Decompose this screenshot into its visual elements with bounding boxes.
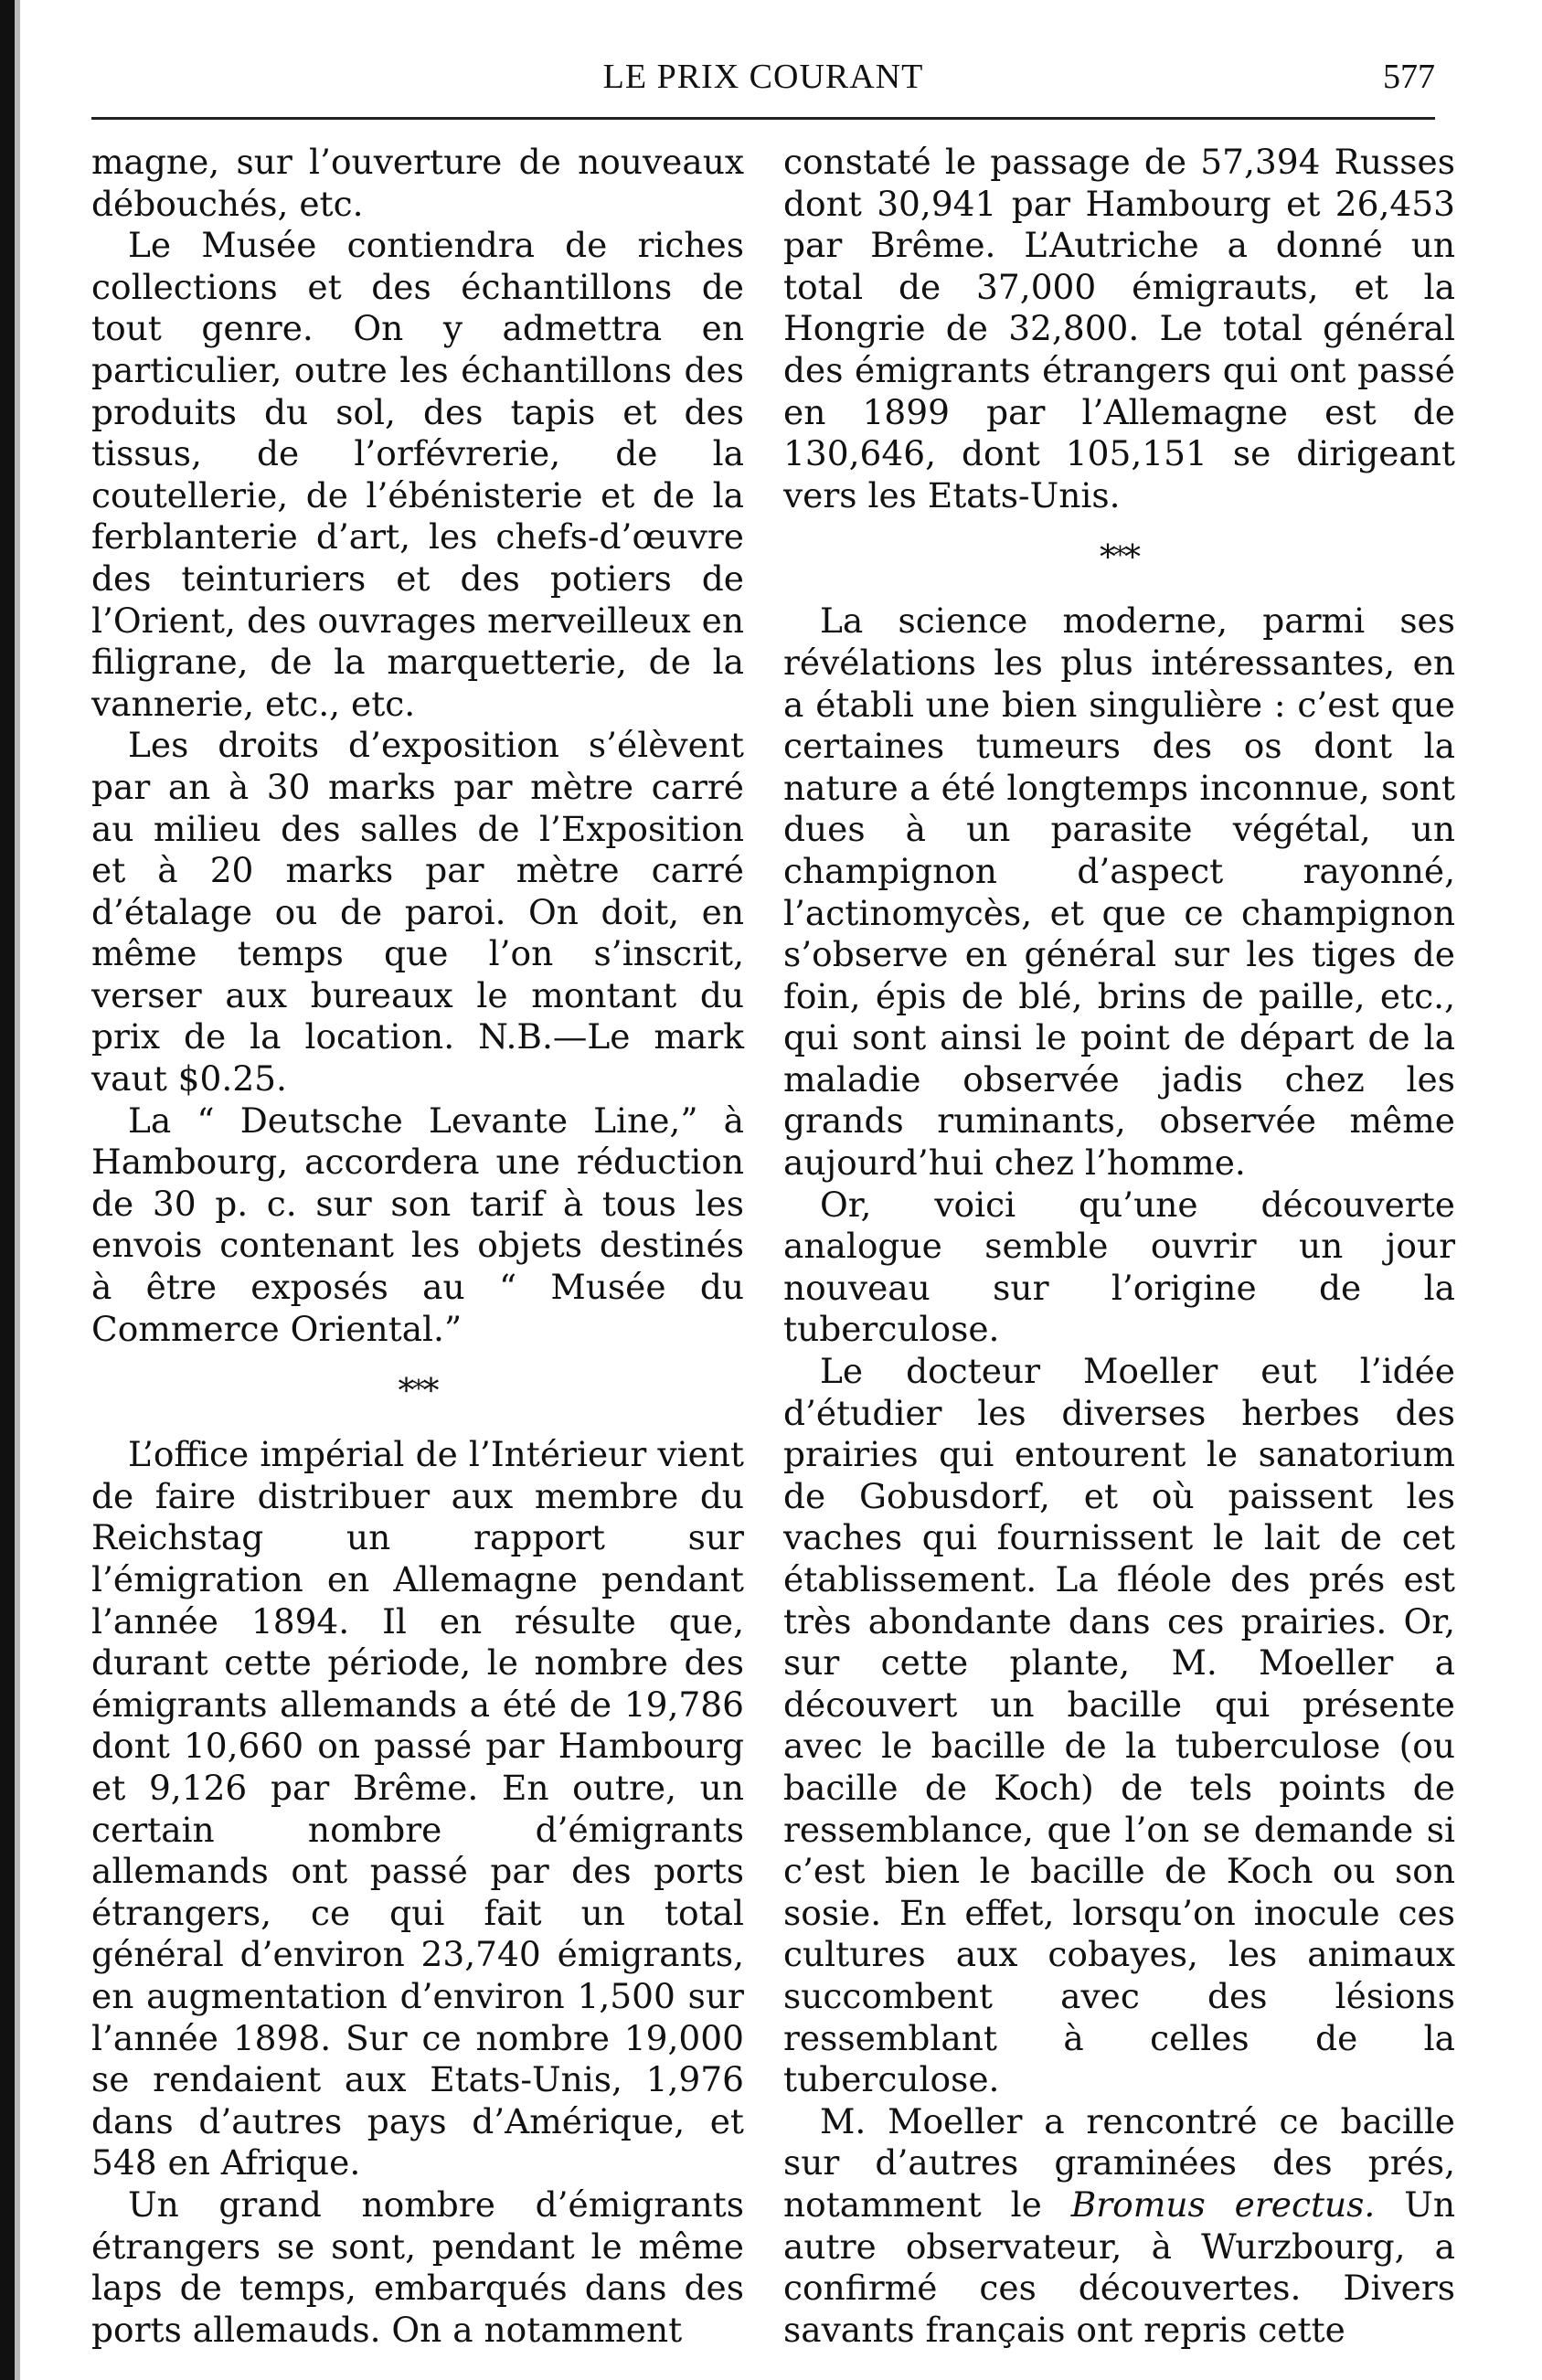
page-number: 577: [1383, 58, 1435, 96]
paragraph: La “ Deutsche Levante Line,” à Hambourg, accordera une réduction de 30 p. c. sur son tarif à tous les envois contenant les objets destinés à être exposés au “ Musée du Commerce Oriental.”: [91, 1100, 744, 1349]
paragraph-text: Un autre observateur, à Wurzbourg, a confirmé ces découvertes. Divers savants français ont repris cette: [783, 2183, 1456, 2350]
scan-border: [0, 0, 15, 2380]
paragraph: La science moderne, parmi ses révélations les plus intéressantes, en a établi une bien singulière : c’est que certaines tumeurs des os dont la nature a été longtemps inconnue, sont dues à un parasite végétal, un champignon d’aspect rayonné, l’actinomycès, et que ce champignon s’observe en général sur les tiges de foin, épis de blé, brins de paille, etc., qui sont ainsi le point de départ de la maladie observée jadis chez les grands ruminants, observée même aujourd’hui chez l’homme.: [783, 600, 1455, 1184]
paragraph: constaté le passage de 57,394 Russes dont 30,941 par Hambourg et 26,453 par Brême. L’Autriche a donné un total de 37,000 émigrauts, et la Hongrie de 32,800. Le total général des émigrants étrangers qui ont passé en 1899 par l’Allemagne est de 130,646, dont 105,151 se dirigeant vers les Etats-Unis.: [783, 142, 1455, 515]
scan-border-shadow: [15, 0, 20, 2380]
paragraph: Les droits d’exposition s’élèvent par an à 30 marks par mètre carré au milieu des salles de l’Exposition et à 20 marks par mètre carré d’étalage ou de paroi. On doit, en même temps que l’on s’inscrit, verser aux bureaux le montant du prix de la location. N.B.—Le mark vaut $0.25.: [91, 725, 744, 1100]
paragraph: magne, sur l’ouverture de nouveaux débouchés, etc.: [91, 142, 744, 224]
running-head: LE PRIX COURANT: [602, 58, 924, 96]
section-separator: ***: [398, 1373, 438, 1411]
paragraph-text: M. Moeller a rencontré ce bacille sur d’autres graminées des prés, notamment le: [783, 2100, 1455, 2225]
paragraph: [783, 2101, 1455, 2352]
left-column: [91, 142, 744, 2351]
paragraph: Le Musée contiendra de riches collections et des échantillons de tout genre. On y admettra en particulier, outre les échantillons des produits du sol, des tapis et des tissus, de l’orfévrerie, de la coutellerie, de l’ébénisterie et de la ferblanterie d’art, les chefs-d’œuvre des teinturiers et des potiers de l’Orient, des ouvrages merveilleux en filigrane, de la marquetterie, de la vannerie, etc., etc.: [91, 225, 744, 724]
paragraph: Le docteur Moeller eut l’idée d’étudier les diverses herbes des prairies qui entourent le sanatorium de Gobusdorf, et où paissent les vaches qui fournissent le lait de cet établissement. La fléole des prés est très abondante dans ces prairies. Or, sur cette plante, M. Moeller a découvert un bacille qui présente avec le bacille de la tuberculose (ou bacille de Koch) de tels points de ressemblance, que l’on se demande si c’est bien le bacille de Koch ou son sosie. En effet, lorsqu’on inocule ces cultures aux cobayes, les animaux succombent avec des lésions ressemblant à celles de la tuberculose.: [783, 1351, 1455, 2100]
header-rule: [91, 117, 1435, 120]
paragraph: Or, voici qu’une découverte analogue semble ouvrir un jour nouveau sur l’origine de la tuberculose.: [783, 1184, 1455, 1350]
right-column: [783, 142, 1455, 2351]
species-name: Bromus erectus.: [1070, 2183, 1376, 2225]
paragraph: Un grand nombre d’émigrants étrangers se sont, pendant le même laps de temps, embarqués dans des ports allemauds. On a notamment: [91, 2183, 744, 2350]
paragraph: L’office impérial de l’Intérieur vient de faire distribuer aux membre du Reichstag un rapport sur l’émigration en Allemagne pendant l’année 1894. Il en résulte que, durant cette période, le nombre des émigrants allemands a été de 19,786 dont 10,660 on passé par Hambourg et 9,126 par Brême. En outre, un certain nombre d’émigrants allemands ont passé par des ports étrangers, ce qui fait un total général d’environ 23,740 émigrants, en augmentation d’environ 1,500 sur l’année 1898. Sur ce nombre 19,000 se rendaient aux Etats-Unis, 1,976 dans d’autres pays d’Amérique, et 548 en Afrique.: [91, 1434, 744, 2183]
section-separator: ***: [1100, 539, 1139, 578]
page-header: [91, 53, 1435, 108]
